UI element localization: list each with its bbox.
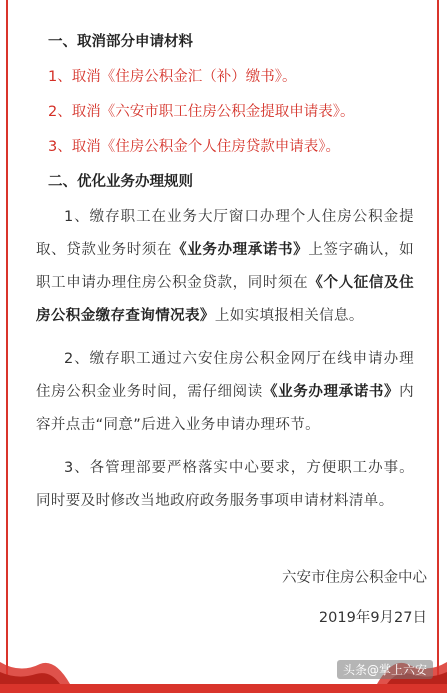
- bold-doc-name: 《个人征信及住房公积金缴存查询情况表》: [36, 275, 414, 324]
- bold-doc-name: 《业务办理承诺书》: [262, 384, 400, 400]
- cancel-item-1: 1、取消《住房公积金汇（补）缴书》。: [48, 69, 297, 85]
- rule-paragraph-3: 3、各管理部要严格落实中心要求，方便职工办事。同时要及时修改当地政府政务服务事项申请材料清单。: [36, 460, 414, 509]
- document-body: [36, 26, 414, 518]
- text-run: 内容并点击“同意”后进入业务申请办理环节。: [36, 384, 414, 433]
- left-corner-ornament: [0, 654, 70, 684]
- section-heading-2: 二、优化业务办理规则: [48, 174, 193, 190]
- text-run: 上签字确认，如职工申请办理住房公积金贷款，同时须在: [36, 242, 414, 291]
- rule-paragraph-2: [36, 343, 414, 442]
- cancel-item-2: 2、取消《六安市职工住房公积金提取申请表》。: [48, 104, 355, 120]
- bold-doc-name: 《业务办理承诺书》: [172, 242, 309, 258]
- signature-org: 六安市住房公积金中心: [282, 570, 427, 586]
- text-run: 上如实填报相关信息。: [214, 308, 364, 324]
- watermark: 头条@掌上六安: [337, 660, 433, 679]
- cancel-item-3: 3、取消《住房公积金个人住房贷款申请表》。: [48, 139, 340, 155]
- rule-paragraph-1: [36, 201, 414, 333]
- section-heading-1: 一、取消部分申请材料: [48, 34, 193, 50]
- text-run: 2、缴存职工通过六安住房公积金网厅在线申请办理住房公积金业务时间，需仔细阅读: [36, 351, 414, 400]
- text-run: 1、缴存职工在业务大厅窗口办理个人住房公积金提取、贷款业务时须在: [36, 209, 414, 258]
- red-bottom-bar: [0, 684, 447, 693]
- signature-date: 2019年9月27日: [318, 610, 427, 626]
